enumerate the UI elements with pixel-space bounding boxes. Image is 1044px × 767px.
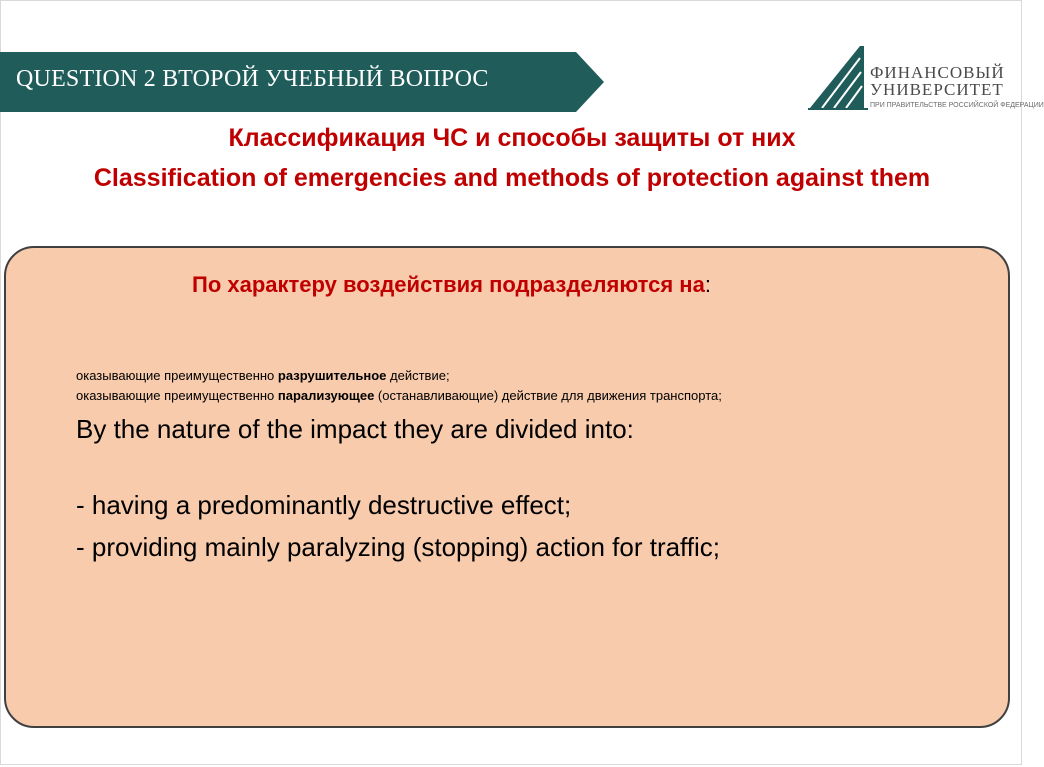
ru-item-2-prefix: оказывающие преимущественно: [76, 388, 278, 403]
english-intro: By the nature of the impact they are divided into:: [76, 414, 634, 444]
ru-item-1-prefix: оказывающие преимущественно: [76, 368, 278, 383]
university-emblem-icon: [808, 44, 870, 110]
heading-english: Classification of emergencies and methods of protection against them: [93, 164, 931, 192]
ru-item-2: [76, 388, 722, 403]
intro-text: По характеру воздействия подразделяются на: [192, 272, 705, 297]
ru-item-1-bold: разрушительное: [277, 368, 387, 383]
ru-item-1: [76, 368, 450, 383]
university-logo: [808, 44, 1044, 114]
logo-subtitle: ПРИ ПРАВИТЕЛЬСТВЕ РОССИЙСКОЙ ФЕДЕРАЦИИ: [870, 102, 1044, 109]
banner-title: QUESTION 2 ВТОРОЙ УЧЕБНЫЙ ВОПРОС: [16, 66, 489, 92]
ru-item-1-suffix: действие;: [386, 368, 450, 383]
title-banner: [0, 52, 604, 112]
logo-text-line1: ФИНАНСОВЫЙ: [870, 63, 1005, 82]
intro-colon: :: [704, 272, 711, 297]
logo-text-line2: УНИВЕРСИТЕТ: [870, 80, 1004, 99]
content-box: [4, 246, 1010, 728]
english-item-2: - providing mainly paralyzing (stopping) action for traffic;: [76, 532, 721, 562]
ru-item-2-suffix: (останавливающие) действие для движения транспорта;: [374, 388, 722, 403]
ru-item-2-bold: парализующее: [277, 388, 375, 403]
english-item-1: - having a predominantly destructive effect;: [76, 490, 572, 520]
intro-russian: [192, 272, 711, 298]
heading-russian: Классификация ЧС и способы защиты от них: [228, 124, 796, 152]
